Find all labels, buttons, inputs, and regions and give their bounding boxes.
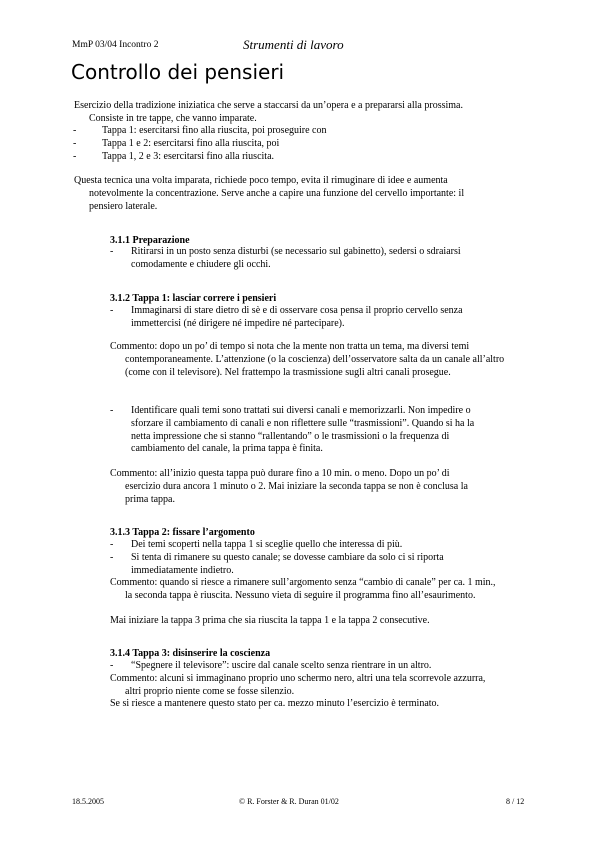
intro-bullet-list: [73, 125, 502, 163]
list-item: - Immaginarsi di stare dietro di sè e di osservare cosa pensa il proprio cervello senza immettercisi (né dirigere né impedire né partecipare).: [110, 305, 463, 329]
footer-date: 18.5.2005: [72, 797, 104, 806]
comment-paragraph: Commento: quando si riesce a rimanere sull’argomento senza “cambio di canale” per ca. 1 min., la seconda tappa è riuscita. Nessuno vieta di seguire il programma fino all’esaurimento.: [110, 577, 496, 601]
list-item: - Tappa 1: esercitarsi fino alla riuscita, poi proseguire con: [73, 125, 327, 136]
list-item: - “Spegnere il televisore”: uscire dal canale scelto senza rientrare in un altro.: [110, 660, 432, 671]
section-heading-3-1-2: 3.1.2 Tappa 1: lasciar correre i pensieri: [110, 293, 277, 304]
footer-page-number: 8 / 12: [506, 797, 525, 806]
header-left: MmP 03/04 Incontro 2: [72, 40, 159, 50]
page-title: Controllo dei pensieri: [71, 60, 285, 84]
comment-paragraph: Commento: alcuni si immaginano proprio uno schermo nero, altri una tela scorrevole azzurra, altri proprio niente come se fosse silenzio.: [110, 673, 486, 697]
section-heading-3-1-3: 3.1.3 Tappa 2: fissare l’argomento: [110, 527, 255, 538]
section-heading-3-1-4: 3.1.4 Tappa 3: disinserire la coscienza: [110, 648, 271, 659]
list-item: - Identificare quali temi sono trattati sui diversi canali e memorizzarli. Non impedire o sforzare il cambiamento di canali e non riflettere sulle “trasmissioni”. Quando si ha la netta impressione che si stanno “rallentando” o le trasmissioni o la frequenza di cambiamento del canale, la prima tappa è finita.: [110, 405, 475, 455]
header-right: Strumenti di lavoro: [243, 37, 344, 52]
list-item: - Tappa 1, 2 e 3: esercitarsi fino alla riuscita.: [73, 150, 275, 162]
list-item: - Ritirarsi in un posto senza disturbi (se necessario sul gabinetto), sedersi o sdraiarsi comodamente e chiudere gli occhi.: [110, 246, 461, 270]
intro-paragraph-2: Questa tecnica una volta imparata, richiede poco tempo, evita il rimuginare di idee e aumenta notevolmente la concentrazione. Serve anche a capire una funzione del cervello importante: il pensiero laterale.: [74, 175, 465, 212]
note-paragraph: Se si riesce a mantenere questo stato per ca. mezzo minuto l’esercizio è terminato.: [110, 698, 440, 709]
intro-paragraph: Esercizio della tradizione iniziatica che serve a staccarsi da un’opera e a prepararsi alla prossima. Consiste in tre tappe, che vanno imparate.: [74, 100, 463, 124]
comment-paragraph: Commento: all’inizio questa tappa può durare fino a 10 min. o meno. Dopo un po’ di esercizio dura ancora 1 minuto o 2. Mai iniziare la seconda tappa se non è conclusa la prima tappa.: [110, 468, 468, 505]
list-item: - Si tenta di rimanere su questo canale; se dovesse cambiare da solo ci si riporta immediatamente indietro.: [110, 552, 444, 576]
comment-paragraph: Commento: dopo un po’ di tempo si nota che la mente non tratta un tema, ma diversi temi contemporaneamente. L’attenzione (o la coscienza) dell’osservatore salta da un canale all’altro (come con il televisore). Nel frattempo la trasmissione sugli altri canali prosegue.: [110, 341, 505, 378]
section-heading-3-1-1: 3.1.1 Preparazione: [110, 235, 190, 246]
list-item: - Dei temi scoperti nella tappa 1 si sceglie quello che interessa di più.: [110, 539, 403, 550]
note-paragraph: Mai iniziare la tappa 3 prima che sia riuscita la tappa 1 e la tappa 2 consecutive.: [110, 615, 430, 626]
list-item: - Tappa 1 e 2: esercitarsi fino alla riuscita, poi: [73, 137, 280, 149]
footer-copyright: © R. Forster & R. Duran 01/02: [239, 797, 339, 806]
